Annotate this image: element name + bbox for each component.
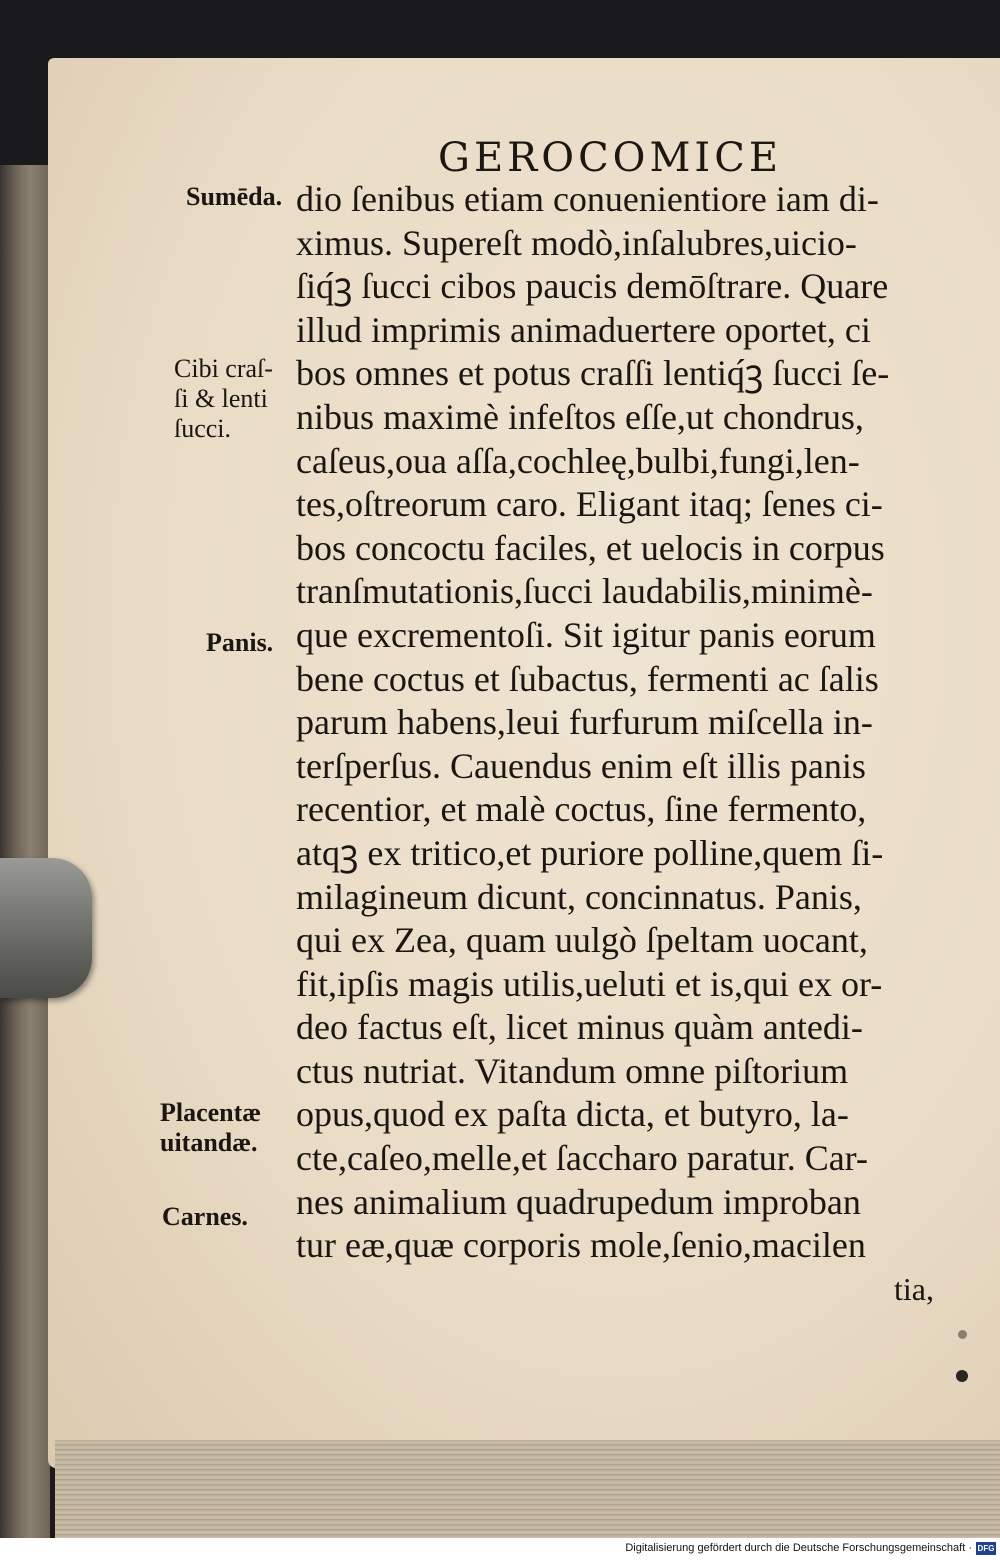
- text-line: ximus. Supereſt modò,inſalubres,uicio-: [296, 222, 857, 263]
- text-line: qui ex Zea, quam uulgò ſpeltam uocant,: [296, 920, 868, 961]
- text-line: que excrementoſi. Sit igitur panis eorum: [296, 614, 876, 655]
- page-clip: [0, 858, 92, 998]
- text-line: opus,quod ex paſta dicta, et butyro, la-: [296, 1094, 849, 1135]
- text-line: tranſmutationis,ſucci laudabilis,minimè-: [296, 571, 873, 612]
- text-line: ctus nutriat. Vitandum omne piſtorium: [296, 1050, 849, 1091]
- page-spot: [956, 1370, 968, 1382]
- text-line: fit,ipſis magis utilis,ueluti et is,qui ex or-: [296, 963, 883, 1004]
- funding-credit: Digitalisierung gefördert durch die Deutsche Forschungsgemeinschaft ·: [625, 1542, 972, 1554]
- text-line: atqꝫ ex tritico,et puriore polline,quem ſi-: [296, 832, 884, 873]
- text-line: terſperſus. Cauendus enim eſt illis panis: [296, 745, 866, 786]
- text-line: nes animalium quadrupedum improban: [296, 1181, 861, 1222]
- running-title: GEROCOMICE: [438, 135, 783, 181]
- dfg-logo: DFG: [977, 1544, 995, 1553]
- text-line: illud imprimis animaduertere oportet, ci: [296, 309, 871, 350]
- margin-note-sumeda: Sumēda.: [186, 182, 283, 211]
- text-line: ſiq́ꝫ ſucci cibos paucis demōſtrare. Quare: [296, 266, 889, 307]
- book-edge: [0, 165, 50, 1538]
- margin-note-carnes: Carnes.: [162, 1202, 248, 1231]
- text-line: dio ſenibus etiam conuenientiore iam di-: [296, 179, 879, 219]
- text-line: caſeus,oua aſſa,cochleę,bulbi,fungi,len-: [296, 440, 860, 481]
- margin-note-cibi: Cibi craſ- ſi & lenti ſucci.: [174, 354, 273, 443]
- main-text: [296, 178, 946, 1311]
- text-line: recentior, et malè coctus, ſine fermento,: [296, 789, 867, 830]
- text-line: deo factus eſt, licet minus quàm antedi-: [296, 1007, 863, 1048]
- text-line: tur eæ,quæ corporis mole,ſenio,macilen: [296, 1225, 866, 1266]
- text-line: bos concoctu faciles, et uelocis in corpus: [296, 527, 885, 568]
- text-line: milagineum dicunt, concinnatus. Panis,: [296, 876, 862, 917]
- text-line: cte,caſeo,melle,et ſaccharo paratur. Car-: [296, 1138, 868, 1179]
- footer-bar: [0, 1538, 1000, 1560]
- margin-note-placentae: Placentæ uitandæ.: [160, 1098, 262, 1157]
- margin-note-panis: Panis.: [206, 628, 274, 657]
- text-line: bos omnes et potus craſſi lentiq́ꝫ ſucci ſe-: [296, 353, 890, 394]
- text-line: parum habens,leui furfurum miſcella in-: [296, 702, 873, 743]
- page-stack: [55, 1440, 1000, 1538]
- text-line: bene coctus et ſubactus, fermenti ac ſalis: [296, 658, 879, 699]
- text-line: nibus maximè infeſtos eſſe,ut chondrus,: [296, 396, 864, 437]
- catchword: tia,: [894, 1270, 934, 1307]
- page-spot: [958, 1330, 967, 1339]
- text-line: tes,oſtreorum caro. Eligant itaq; ſenes ci-: [296, 484, 883, 525]
